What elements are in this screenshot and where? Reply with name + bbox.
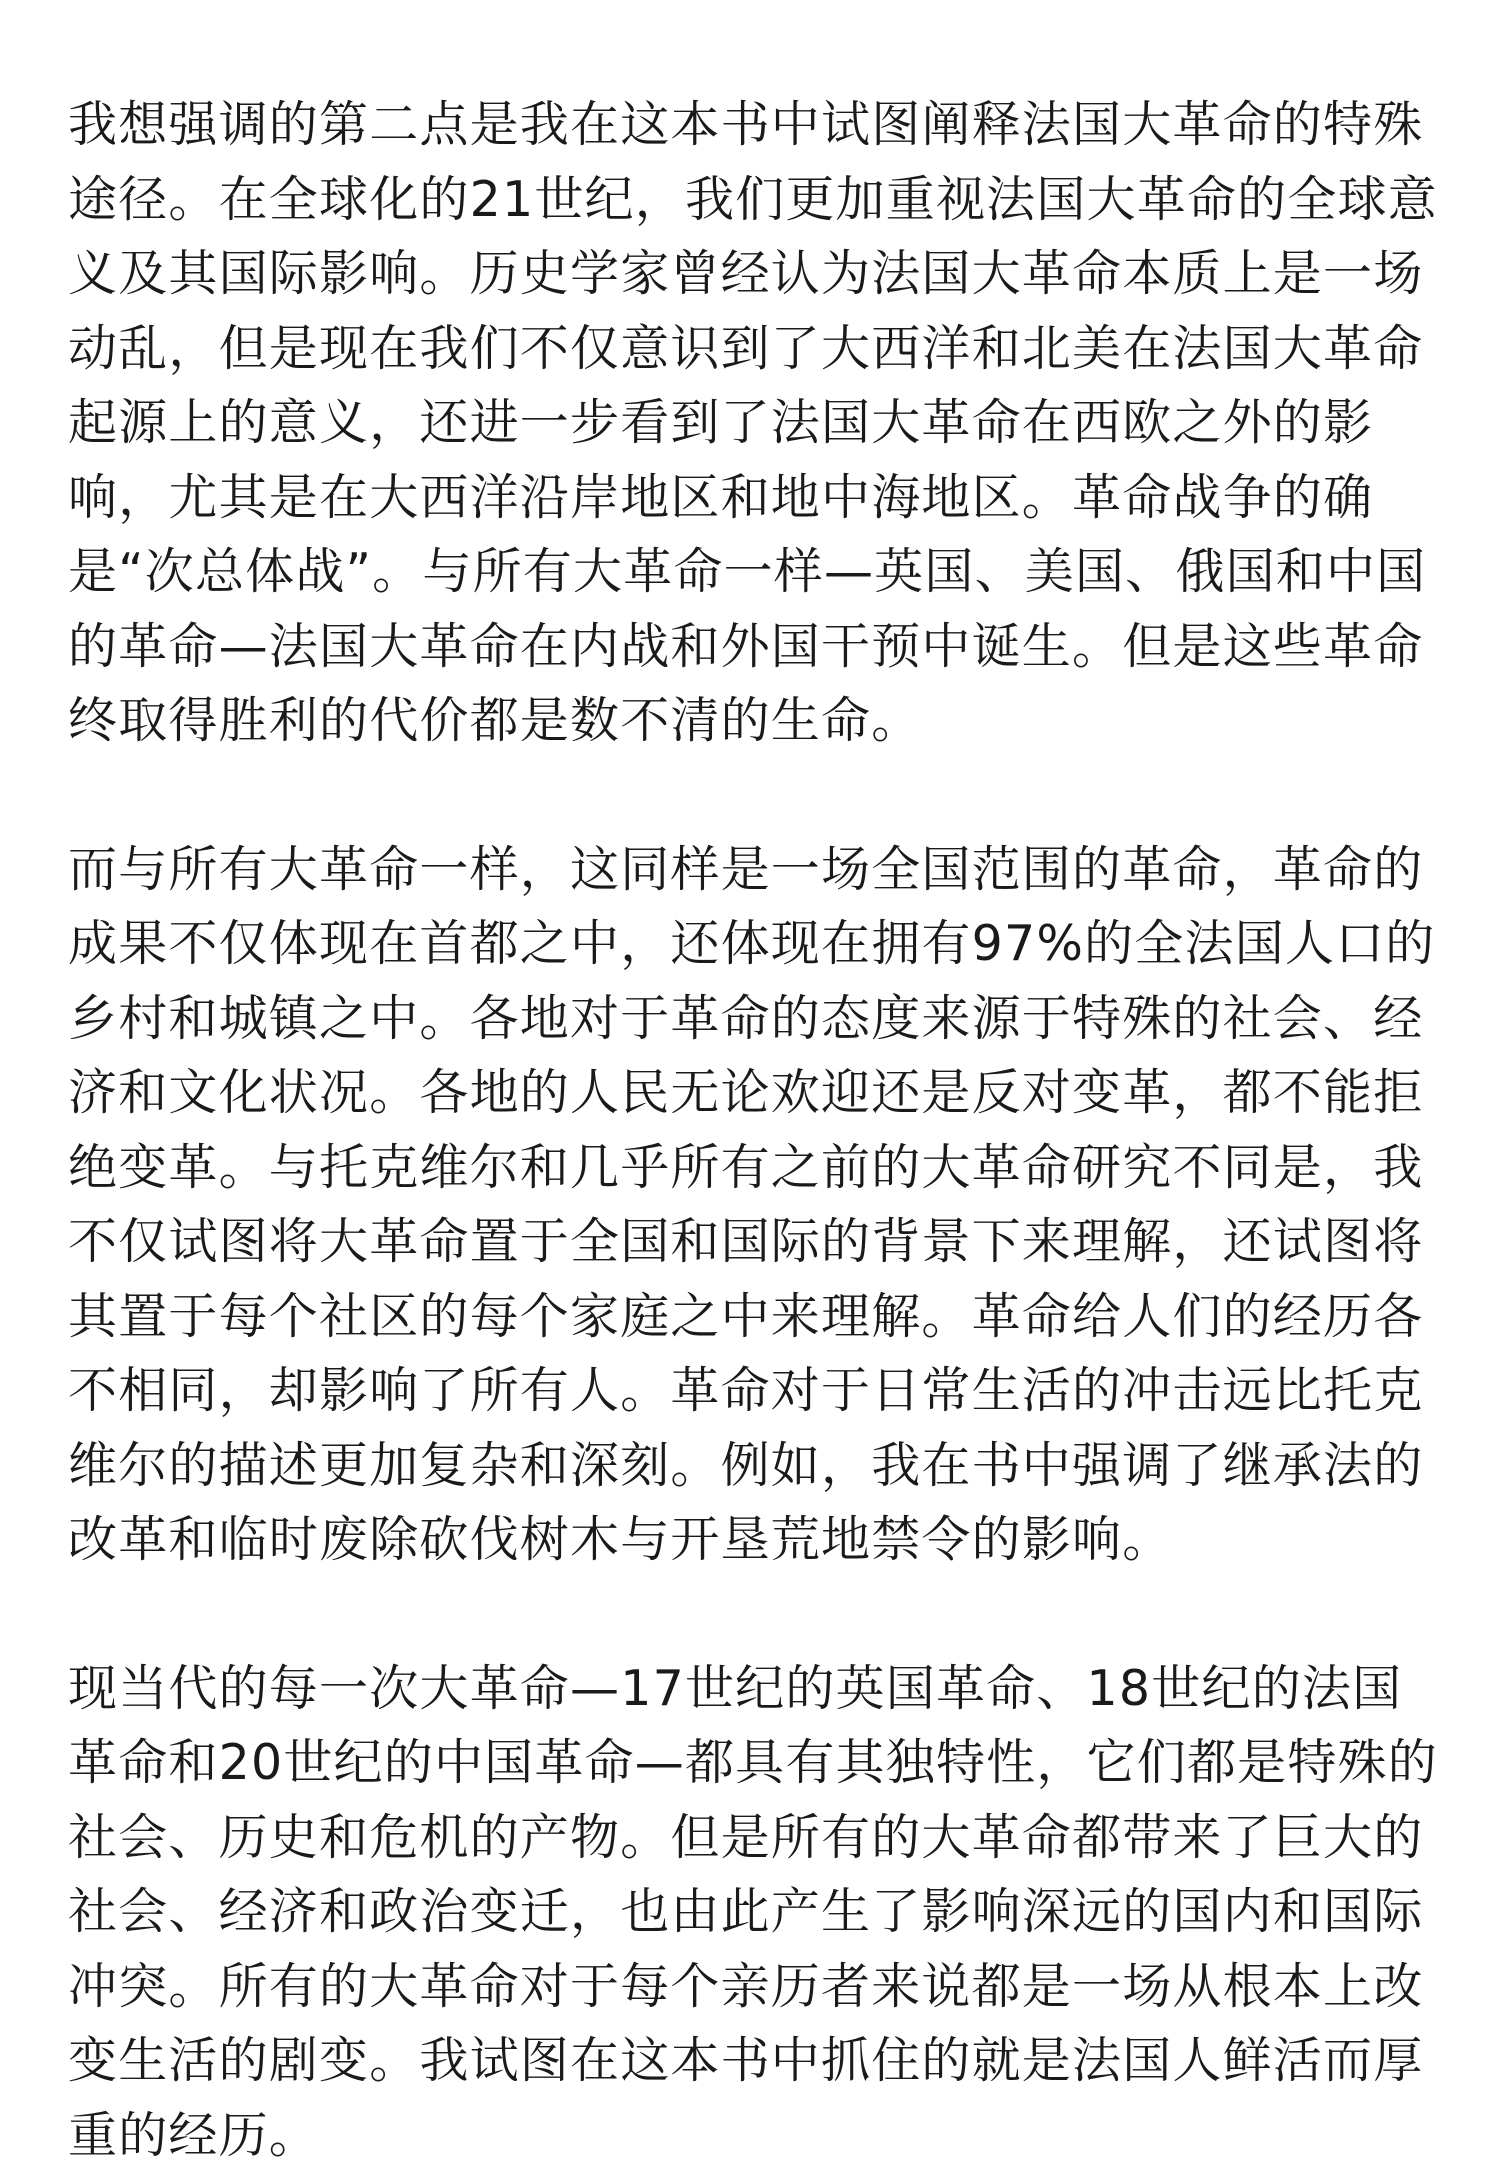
paragraph-2: 而与所有大革命一样，这同样是一场全国范围的革命，革命的成果不仅体现在首都之中，还体现在拥有97%的全法国人口的乡村和城镇之中。各地对于革命的态度来源于特殊的社会、经济和文化状况。各地的人民无论欢迎还是反对变革，都不能拒绝变革。与托克维尔和几乎所有之前的大革命研究不同是，我不仅试图将大革命置于全国和国际的背景下来理解，还试图将其置于每个社区的每个家庭之中来理解。革命给人们的经历各不相同，却影响了所有人。革命对于日常生活的冲击远比托克维尔的描述更加复杂和深刻。例如，我在书中强调了继承法的改革和临时废除砍伐树木与开垦荒地禁令的影响。 bbox=[68, 833, 1446, 1578]
paragraph-3: 现当代的每一次大革命—17世纪的英国革命、18世纪的法国革命和20世纪的中国革命—都具有其独特性，它们都是特殊的社会、历史和危机的产物。但是所有的大革命都带来了巨大的社会、经济和政治变迁，也由此产生了影响深远的国内和国际冲突。所有的大革命对于每个亲历者来说都是一场从根本上改变生活的剧变。我试图在这本书中抓住的就是法国人鲜活而厚重的经历。 bbox=[68, 1652, 1446, 2173]
document-body bbox=[68, 88, 1446, 2173]
paragraph-1: 我想强调的第二点是我在这本书中试图阐释法国大革命的特殊途径。在全球化的21世纪，我们更加重视法国大革命的全球意义及其国际影响。历史学家曾经认为法国大革命本质上是一场动乱，但是现在我们不仅意识到了大西洋和北美在法国大革命起源上的意义，还进一步看到了法国大革命在西欧之外的影响，尤其是在大西洋沿岸地区和地中海地区。革命战争的确是“次总体战”。与所有大革命一样—英国、美国、俄国和中国的革命—法国大革命在内战和外国干预中诞生。但是这些革命终取得胜利的代价都是数不清的生命。 bbox=[68, 88, 1446, 759]
